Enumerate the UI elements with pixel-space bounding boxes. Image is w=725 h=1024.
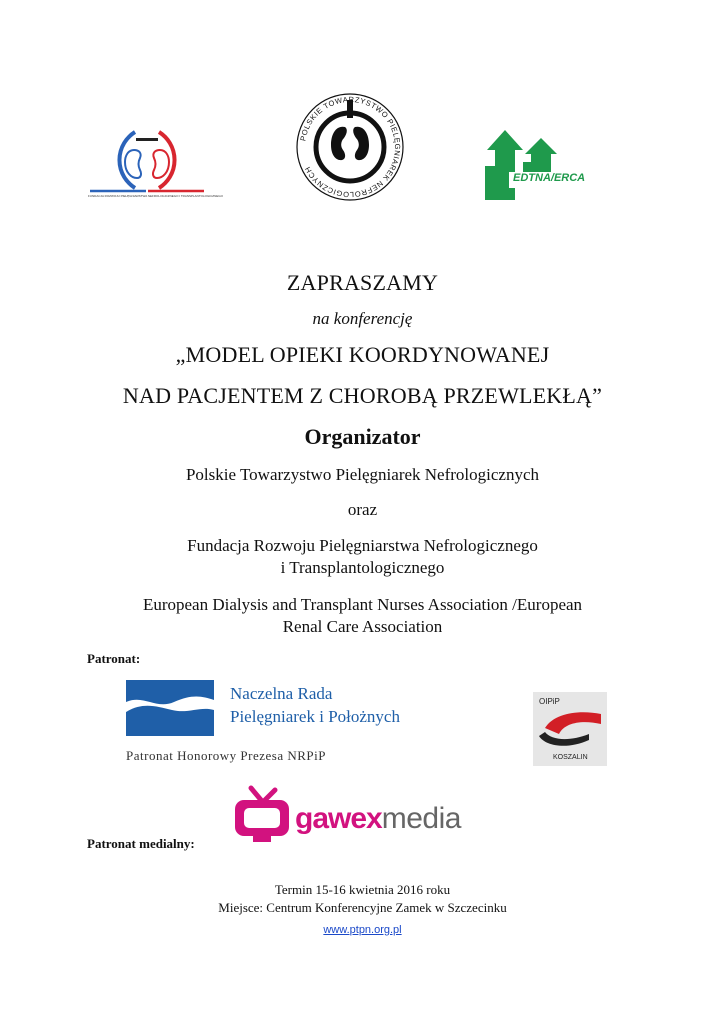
oipip-koszalin-logo: [533, 692, 607, 766]
organizer-heading: Organizator: [304, 424, 421, 449]
ptpn-logo: [295, 92, 405, 202]
organizer-edtna-line-2: Renal Care Association: [282, 617, 443, 636]
edtna-erca-text: EDTNA/ERCA: [513, 172, 586, 184]
media-patronage-label: Patronat medialny:: [87, 836, 195, 851]
oipip-city-text: KOSZALIN: [553, 754, 588, 761]
conference-venue: Miejsce: Centrum Konferencyjne Zamek w Szczecinku: [218, 900, 507, 915]
invitation-title: ZAPRASZAMY: [286, 270, 439, 295]
website-link[interactable]: www.ptpn.org.pl: [323, 924, 402, 936]
fundacja-logo: [88, 128, 223, 204]
conference-title-line-2: NAD PACJENTEM Z CHOROBĄ PRZEWLEKŁĄ”: [122, 383, 603, 408]
nrpip-name-line-2: Pielęgniarek i Położnych: [230, 707, 400, 726]
nrpip-name-line-1: Naczelna Rada: [230, 684, 333, 703]
kidney-logo-icon: [88, 128, 223, 204]
organizer-ptpn: Polskie Towarzystwo Pielęgniarek Nefrologicznych: [185, 465, 540, 484]
organizer-edtna-line-1: European Dialysis and Transplant Nurses Association /European: [142, 595, 583, 614]
nrpip-waves-icon: [126, 680, 214, 736]
oipip-text: OIPiP: [539, 697, 560, 706]
patronage-label: Patronat:: [87, 651, 141, 666]
ptpn-kidney-seal-icon: [295, 92, 405, 202]
gawexmedia-logo: [231, 786, 471, 846]
invitation-subtitle: na konferencję: [312, 309, 413, 328]
organizer-conjunction: oraz: [347, 500, 378, 519]
organizer-fundacja-line-1: Fundacja Rozwoju Pielęgniarstwa Nefrologicznego: [187, 536, 538, 555]
oipip-swoosh-icon: [535, 706, 605, 750]
gawex-brand-bold: gawex: [295, 802, 382, 835]
edtna-erca-logo: [483, 128, 586, 202]
edtna-arrows-icon: [483, 128, 586, 202]
gawex-brand-light: media: [381, 802, 461, 835]
tv-icon: [231, 786, 293, 844]
organizer-fundacja-line-2: i Transplantologicznego: [280, 558, 445, 577]
conference-title-line-1: „MODEL OPIEKI KOORDYNOWANEJ: [175, 342, 550, 367]
ptpn-ring-text: POLSKIE TOWARZYSTWO PIELĘGNIAREK NEFROLOGICZNYCH: [298, 94, 403, 200]
nrpip-logo: [124, 680, 444, 770]
fundacja-logo-caption: FUNDACJA ROZWOJU PIELĘGNIARSTWA NEFROLOGICZNEGO I TRANSPLANTOLOGICZNEGO: [88, 194, 223, 198]
nrpip-caption: Patronat Honorowy Prezesa NRPiP: [126, 748, 327, 763]
conference-dates: Termin 15-16 kwietnia 2016 roku: [274, 882, 451, 897]
